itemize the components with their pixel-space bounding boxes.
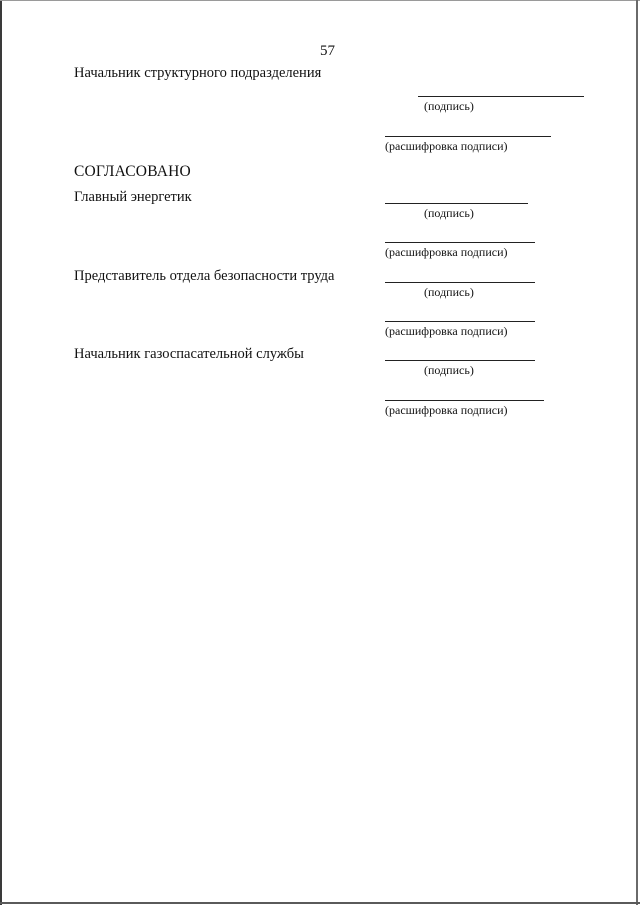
signature-line: [385, 360, 535, 361]
signature-caption: (подпись): [424, 363, 474, 377]
signature-name-line: [385, 321, 535, 322]
role-gas-rescue-head: Начальник газоспасательной службы: [74, 346, 304, 362]
signature-caption: (подпись): [424, 99, 474, 113]
role-safety-rep: Представитель отдела безопасности труда: [74, 268, 335, 284]
scan-edge-right: [636, 0, 638, 905]
signature-line: [418, 96, 584, 97]
page-number: 57: [320, 43, 335, 59]
role-head-of-unit: Начальник структурного подразделения: [74, 65, 322, 81]
signature-caption: (подпись): [424, 285, 474, 299]
signature-name-caption: (расшифровка подписи): [385, 324, 508, 338]
signature-name-caption: (расшифровка подписи): [385, 245, 508, 259]
scan-edge-bottom: [0, 902, 640, 904]
signature-name-line: [385, 242, 535, 243]
scan-edge-top: [0, 0, 640, 1]
signature-name-line: [385, 400, 544, 401]
signature-line: [385, 203, 528, 204]
approved-heading: СОГЛАСОВАНО: [74, 163, 191, 180]
signature-line: [385, 282, 535, 283]
signature-name-caption: (расшифровка подписи): [385, 403, 508, 417]
signature-caption: (подпись): [424, 206, 474, 220]
role-chief-power-engineer: Главный энергетик: [74, 189, 192, 205]
scan-edge-left: [0, 0, 2, 905]
signature-name-line: [385, 136, 551, 137]
signature-name-caption: (расшифровка подписи): [385, 139, 508, 153]
